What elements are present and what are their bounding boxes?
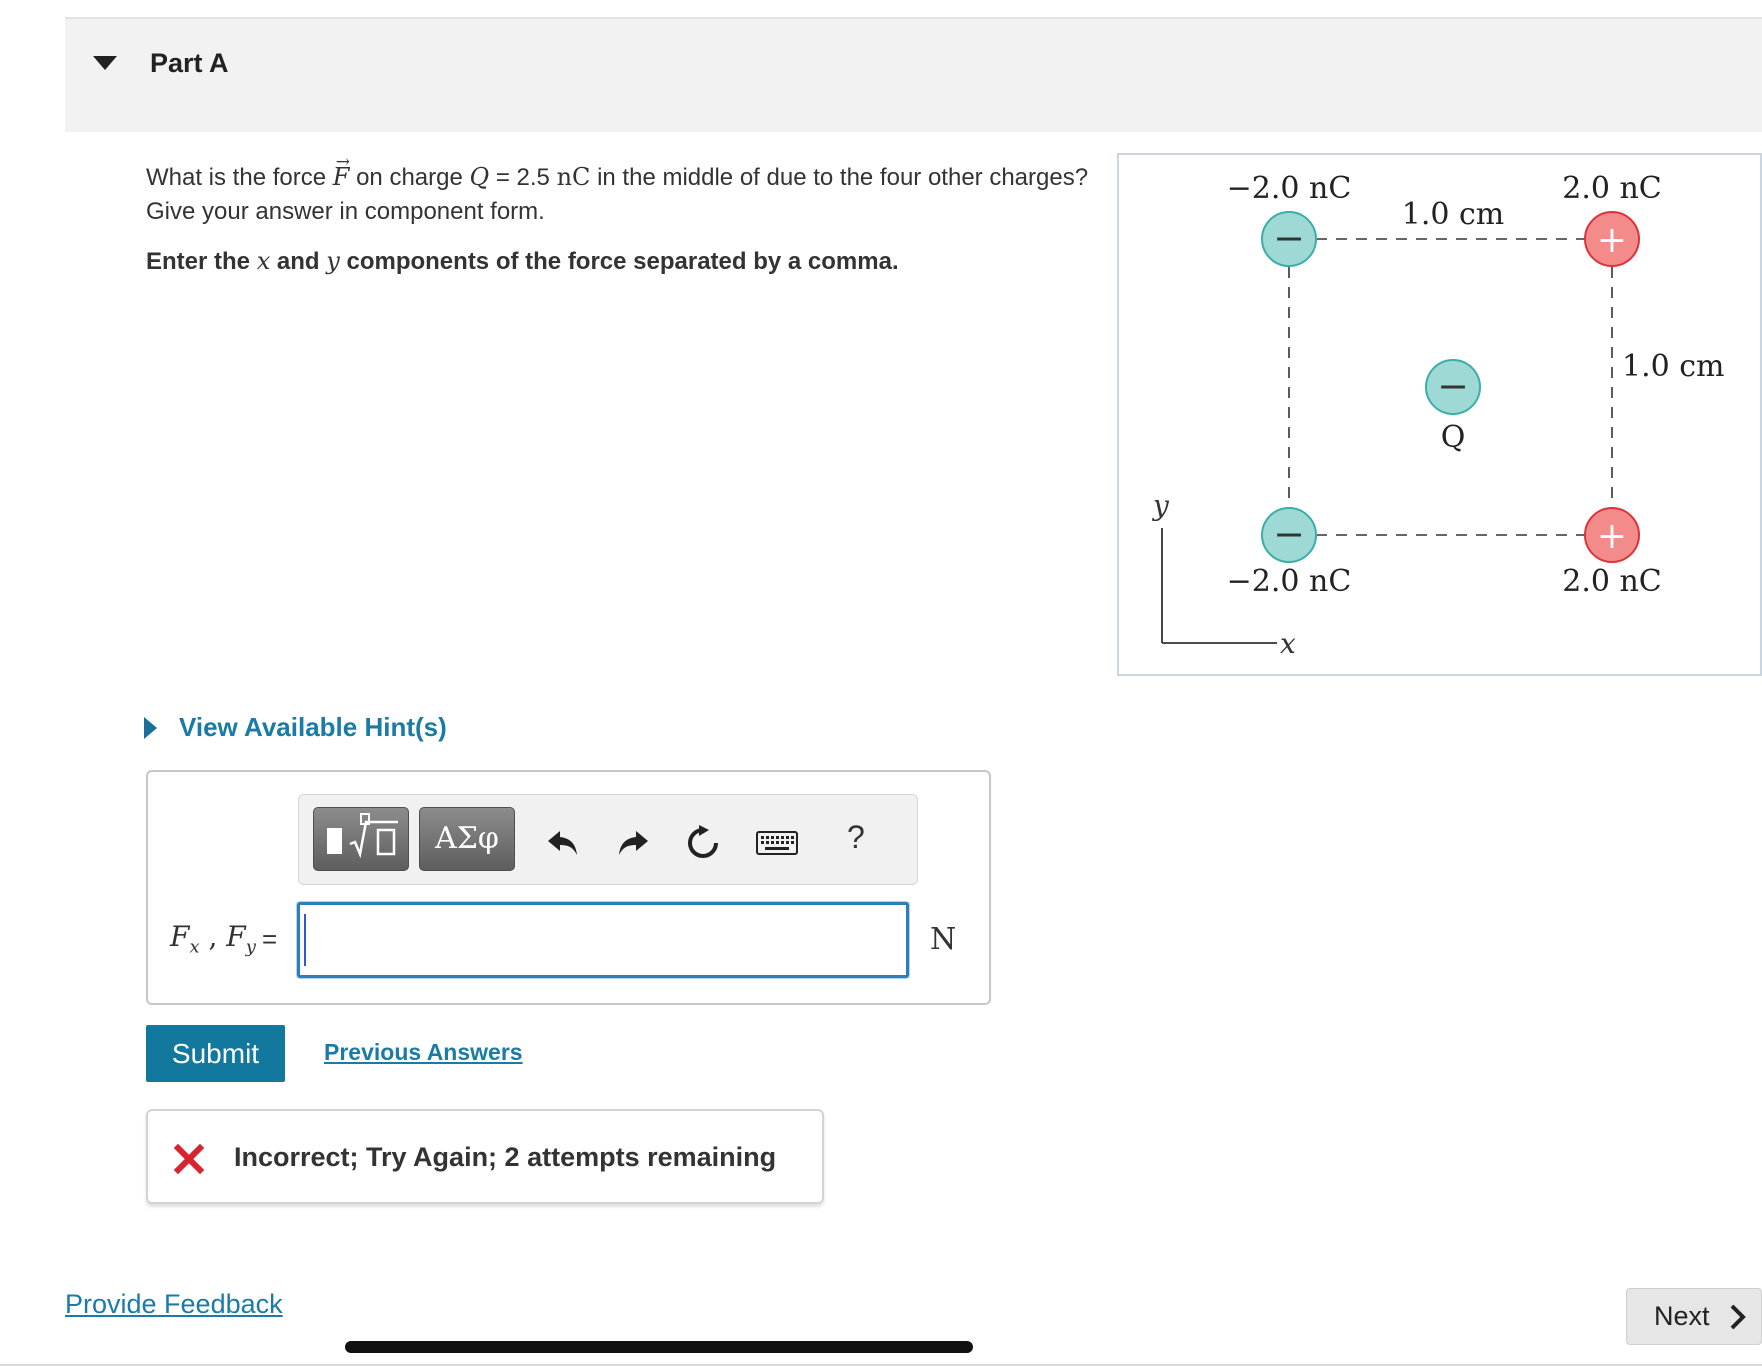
charge-unit: nC [556, 163, 591, 191]
question-mid1: on charge [349, 164, 470, 191]
question-prefix: What is the force [146, 164, 333, 191]
equals-sign: = [262, 924, 278, 954]
view-hints-toggle[interactable] [144, 712, 447, 743]
fx-subscript: x [189, 936, 200, 958]
templates-icon [314, 808, 410, 872]
bottom-right-charge-label: 2.0 nC [1562, 564, 1662, 599]
answer-unit: N [930, 922, 957, 957]
instruction-part2: and [270, 248, 327, 275]
part-title: Part A [150, 48, 229, 78]
next-button[interactable] [1626, 1288, 1762, 1345]
answer-input[interactable] [297, 902, 909, 978]
charge-bottom-left [1262, 508, 1316, 562]
provide-feedback-link[interactable]: Provide Feedback [65, 1289, 283, 1319]
instruction-text [146, 247, 899, 276]
answer-panel [146, 770, 991, 1005]
undo-icon[interactable] [543, 823, 583, 863]
home-indicator [345, 1341, 973, 1353]
plus-icon: + [1596, 516, 1628, 557]
answer-variable-label [170, 920, 256, 958]
minus-icon: − [1437, 364, 1469, 408]
help-button[interactable]: ? [847, 819, 865, 855]
submit-button[interactable]: Submit [146, 1025, 285, 1082]
next-label: Next [1654, 1301, 1710, 1331]
part-header[interactable] [65, 19, 1762, 132]
feedback-text: Incorrect; Try Again; 2 attempts remaining [234, 1142, 777, 1172]
greek-symbols-button[interactable]: ΑΣφ [419, 807, 515, 871]
minus-icon: − [1273, 512, 1305, 556]
center-charge-label: Q [1440, 420, 1466, 455]
charge-symbol: Q [469, 163, 490, 191]
force-vector-symbol: → F [333, 160, 350, 194]
fy-subscript: y [245, 936, 256, 958]
charge-top-left [1262, 212, 1316, 266]
instruction-part3: components of the force separated by a comma. [339, 248, 899, 275]
charge-diagram [1117, 153, 1762, 676]
view-hints-label[interactable]: View Available Hint(s) [179, 712, 447, 742]
keyboard-icon[interactable] [755, 823, 799, 863]
top-right-charge-label: 2.0 nC [1562, 171, 1662, 206]
charge-center-q [1426, 360, 1480, 414]
text-cursor [304, 914, 306, 966]
charge-top-right [1585, 212, 1639, 266]
question-mid2: = 2.5 [489, 164, 557, 191]
incorrect-x-icon [174, 1144, 204, 1174]
axis-y-label: y [1153, 489, 1169, 522]
question-suffix: in the middle of due to the four other charges? Give your answer in component form. [146, 164, 1089, 225]
axis-x-label: x [1280, 627, 1296, 660]
instruction-part1: Enter the [146, 248, 257, 275]
chevron-right-icon [1729, 1303, 1747, 1331]
plus-icon: + [1596, 220, 1628, 261]
horizontal-spacing-label: 1.0 cm [1401, 197, 1505, 232]
fx-symbol: F [170, 920, 190, 953]
feedback-message [146, 1109, 824, 1204]
charge-bottom-right [1585, 508, 1639, 562]
previous-answers-link[interactable]: Previous Answers [324, 1039, 523, 1065]
question-text [146, 160, 1096, 229]
minus-icon: − [1273, 216, 1305, 260]
vertical-spacing-label: 1.0 cm [1622, 349, 1725, 384]
instruction-x: x [256, 247, 271, 275]
redo-icon[interactable] [613, 823, 653, 863]
reset-icon[interactable] [683, 823, 723, 863]
templates-button[interactable] [313, 807, 409, 871]
instruction-y: y [326, 247, 340, 275]
math-toolbar [298, 794, 918, 885]
top-left-charge-label: −2.0 nC [1226, 171, 1352, 206]
collapse-triangle-icon[interactable] [93, 56, 117, 70]
label-separator: , [199, 920, 227, 953]
caret-right-icon[interactable] [144, 717, 157, 739]
fy-symbol: F [226, 920, 246, 953]
bottom-left-charge-label: −2.0 nC [1226, 564, 1352, 599]
